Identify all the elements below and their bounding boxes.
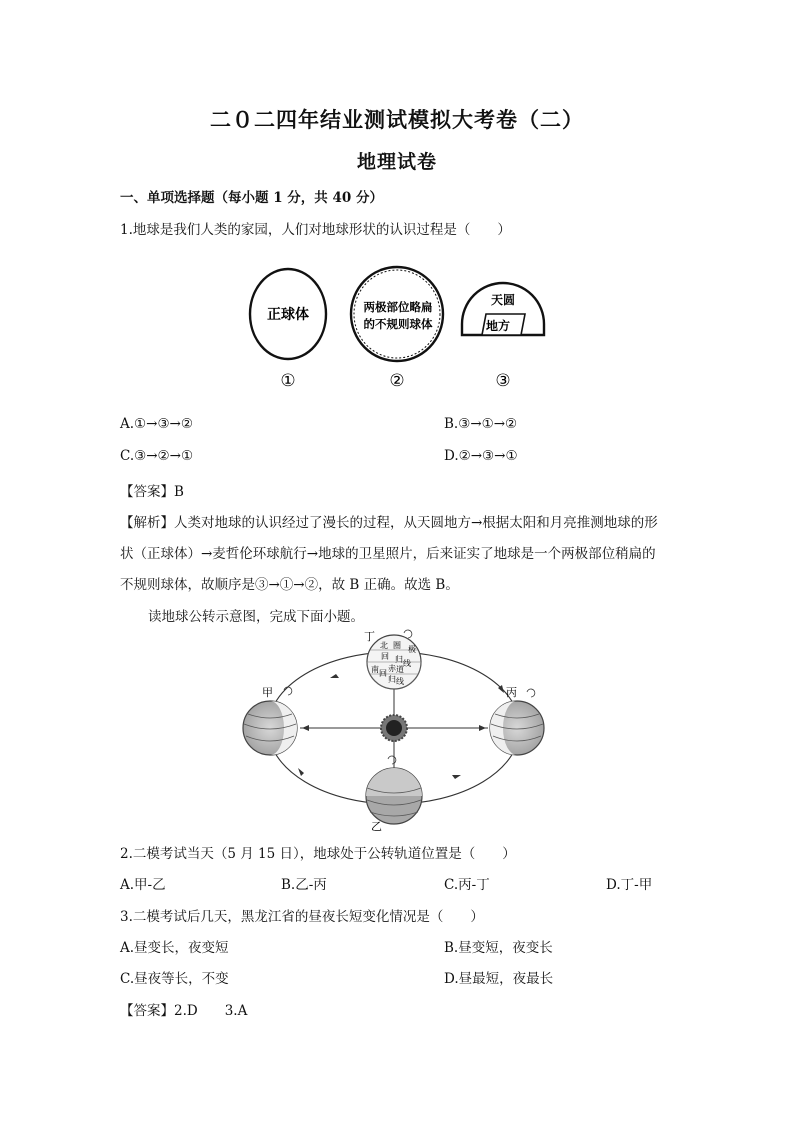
shape-1-label: 正球体: [267, 306, 309, 322]
q3-option-b: B.昼变短，夜变长: [444, 940, 553, 956]
q1-analysis-line1: 【解析】人类对地球的认识经过了漫长的过程，从天圆地方→根据太阳和月亮推测地球的形: [120, 515, 658, 531]
svg-text:归: 归: [395, 655, 403, 664]
label-ding: 丁: [364, 630, 375, 643]
q1-option-d: D.②→③→①: [444, 448, 518, 464]
figure-number-3: ③: [495, 371, 511, 391]
svg-text:北: 北: [380, 641, 388, 650]
sphere-shape: [250, 269, 326, 359]
shape-3-label-bottom: 地方: [485, 319, 511, 333]
orbit-arrow-ding-jia: [330, 674, 339, 678]
svg-text:归: 归: [388, 675, 396, 684]
exam-title: 二０二四年结业测试模拟大考卷（二）: [210, 107, 584, 132]
figure-number-1: ①: [280, 371, 296, 391]
svg-text:南: 南: [371, 665, 379, 674]
svg-text:线: 线: [403, 659, 411, 668]
svg-text:回: 回: [381, 652, 389, 661]
sun-icon: [381, 715, 407, 741]
earth-ding: [367, 630, 421, 689]
label-bing: 丙: [506, 686, 517, 699]
svg-text:线: 线: [396, 677, 404, 686]
question-1-stem: 1.地球是我们人类的家园，人们对地球形状的认识过程是（ ）: [120, 222, 511, 238]
q2-option-c: C.丙-丁: [444, 877, 490, 893]
oblate-sphere-shape: [351, 267, 443, 361]
q1-option-b: B.③→①→②: [444, 416, 518, 432]
shape-2-label-line2: 的不规则球体: [363, 319, 433, 331]
section-heading: 一、单项选择题（每小题 1 分，共 40 分）: [120, 190, 383, 206]
round-sky-square-earth-shape: [462, 283, 544, 335]
exam-subtitle: 地理试卷: [356, 151, 437, 173]
q1-option-c: C.③→②→①: [120, 448, 194, 464]
q1-analysis-line3: 不规则球体，故顺序是③→①→②，故 B 正确。故选 B。: [120, 577, 459, 593]
svg-text:圈: 圈: [393, 641, 401, 650]
label-jia: 甲: [262, 686, 273, 699]
svg-text:回: 回: [379, 669, 387, 678]
q1-analysis-line2: 状（正球体）→麦哲伦环球航行→地球的卫星照片，后来证实了地球是一个两极部位稍扁的: [120, 546, 656, 562]
group-intro: 读地球公转示意图，完成下面小题。: [148, 609, 364, 625]
shape-3-label-top: 天圆: [490, 293, 516, 307]
svg-text:赤: 赤: [388, 664, 396, 673]
orbit-arrow-jia-yi: [298, 768, 304, 776]
q2-option-a: A.甲-乙: [120, 877, 166, 893]
earth-bing: [490, 689, 544, 755]
q3-option-d: D.昼最短，夜最长: [444, 971, 554, 987]
svg-text:极: 极: [408, 645, 416, 654]
question-3-stem: 3.二模考试后几天，黑龙江省的昼夜长短变化情况是（ ）: [120, 909, 484, 925]
orbit-arrow-yi-bing: [452, 775, 461, 779]
figure-number-2: ②: [389, 371, 405, 391]
q2-option-b: B.乙-丙: [281, 877, 327, 893]
shape-2-label-line1: 两极部位略扁: [363, 302, 433, 314]
earth-revolution-figure: [238, 628, 558, 833]
label-yi: 乙: [371, 820, 382, 833]
q3-option-c: C.昼夜等长，不变: [120, 971, 229, 987]
q2-q3-answer: 【答案】2.D 3.A: [120, 1003, 248, 1019]
q1-option-a: A.①→③→②: [120, 416, 193, 432]
q3-option-a: A.昼变长，夜变短: [120, 940, 229, 956]
earth-shape-figure: [240, 262, 560, 394]
svg-text:道: 道: [396, 665, 404, 674]
q2-option-d: D.丁-甲: [606, 877, 653, 893]
question-2-stem: 2.二模考试当天（5 月 15 日），地球处于公转轨道位置是（ ）: [120, 846, 516, 862]
q1-answer: 【答案】B: [120, 484, 184, 500]
